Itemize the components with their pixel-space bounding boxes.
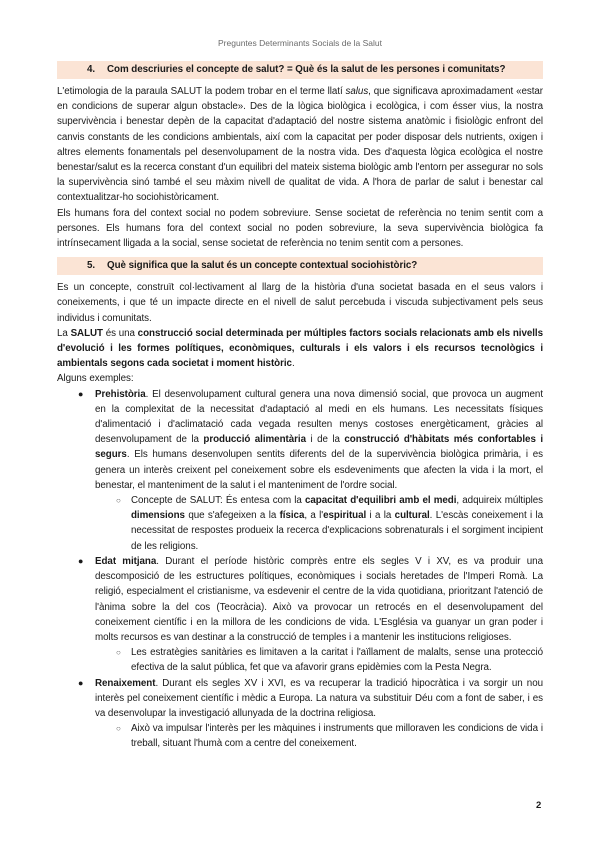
paragraph bbox=[57, 371, 543, 386]
bold-text: dimensions bbox=[131, 510, 185, 522]
bullet-item bbox=[57, 387, 543, 493]
circle-bullet-icon: ○ bbox=[116, 648, 121, 658]
bold-text: SALUT bbox=[70, 327, 103, 339]
text: . El desenvolupament cultural genera una nova dimensió social, que provoca un augment en la complexitat de la necessitat d'adaptació al medi en els humans. Les necessitats físiques d'alimentació i d'aclimatació cada vegada resulten menys costoses energèticament, gràcies al desenvolupament de la bbox=[95, 388, 543, 446]
sub-bullet-item bbox=[57, 645, 543, 675]
paragraph bbox=[57, 326, 543, 372]
bullet-icon: ● bbox=[78, 388, 84, 399]
text: Les estratègies sanitàries es limitaven a la caritat i l'aïllament de malalts, sense una protecció efectiva de la salut pública, fet que va afavorir grans epidèmies com la Pesta Negra. bbox=[131, 647, 543, 674]
text: . Durant els segles XV i XVI, es va recuperar la tradició hipocràtica i va sorgir un nou interès pel coneixement científic i mèdic a Europa. La natura va substituir Déu com a font de saber, i es va desenvolupar la investigació allunyada de la doctrina religiosa. bbox=[95, 677, 543, 719]
text: . bbox=[291, 358, 295, 370]
section-heading bbox=[57, 61, 543, 79]
bullet-icon: ● bbox=[78, 555, 84, 566]
bold-text: capacitat d'equilibri amb el medi bbox=[304, 495, 457, 507]
text: . Els humans desenvolupen sentits diferents del de la supervivència biològica primària, i es genera un interès creixent pel coneixement sobre els esdeveniments que afecten la vida i la mort, el benestar, el manteniment de la salut i el manteniment de l'ordre social. bbox=[95, 449, 543, 491]
section-title: Com descriuries el concepte de salut? = Què és la salut de les persones i comunitats? bbox=[107, 64, 506, 75]
text: . Durant el període històric comprès entre els segles V i XV, es va produir una descomposició de les estructures polítiques, econòmiques i socials heretades de l'Imperi Romà. La religió, especialment el cristianisme, va esdevenir el centre de la vida quotidiana, prioritzant l'atenció de l'ànima sobre la del cos (Teocràcia). Això va provocar un retrocés en el desenvolupament del coneixement científic i en la millora de les condicions de vida. L'Església va guanyar un gran poder i molts recursos es van destinar a la construcció de temples i a mantenir les institucions religioses. bbox=[95, 555, 543, 643]
text: és una bbox=[102, 327, 138, 339]
bold-text: construcció d'hàbitats més confortables i segurs bbox=[95, 434, 543, 461]
text: Alguns exemples: bbox=[57, 373, 134, 385]
text: i de la bbox=[305, 434, 345, 446]
text: que s'afegeixen a la bbox=[184, 510, 280, 522]
circle-bullet-icon: ○ bbox=[116, 496, 121, 506]
bold-text: cultural bbox=[394, 510, 430, 522]
text: i a la bbox=[366, 510, 395, 522]
italic-text: salus bbox=[345, 86, 369, 97]
bullet-item bbox=[57, 676, 543, 722]
section-5 bbox=[57, 257, 543, 751]
page-header: Preguntes Determinants Socials de la Salut bbox=[218, 38, 382, 48]
text: , que significava aproximadament «estar en condicions de superar algun obstacle». Des de la lògica biològica i ecològica, i com ésser vius, la nostra supervivència i benestar depèn de la capacitat d'adaptació del nostre sistema anatòmic i fisiològic enfront del canvis constants de les condicions ambientals, així com la capacitat per poder disposar dels nutrients, oxigen i altres elements fonamentals pel desenvolupament de la nostra vida. Des d'aquesta lògica ecològica el nostre benestar/salut es la recerca constant d'un equilibri del mateix sistema biològic amb l'entorn per assegurar no sols la supervivència sinó també el seu màxim nivell de qualitat de vida. A l'hora de parlar de salut i benestar cal contextualitzar-ho sociohistòricament. bbox=[57, 86, 544, 204]
bold-text: física bbox=[279, 510, 305, 522]
paragraph bbox=[57, 84, 543, 206]
text: Els humans fora del context social no podem sobreviure. Sense societat de referència no tenim sentit com a persones. Els humans fora del context social no poden sobreviure, la seva supervivència biològica fa intrínsecament lligada a la social, sense societat de referència no tenim sentit com a persones. bbox=[57, 207, 543, 250]
sub-bullet-item bbox=[57, 721, 543, 751]
text: Concepte de SALUT: És entesa com la bbox=[131, 495, 305, 507]
text: La bbox=[57, 327, 71, 339]
section-heading bbox=[57, 257, 543, 275]
circle-bullet-icon: ○ bbox=[116, 724, 121, 734]
section-title: Què significa que la salut és un concepte contextual sociohistòric? bbox=[107, 260, 418, 272]
bullet-icon: ● bbox=[78, 677, 84, 688]
text: Es un concepte, construït col·lectivament al llarg de la història d'una societat basada en el seus valors i coneixements, i que té un impacte directe en el nivell de salut percebuda i viscuda subjectivament pels seus individus i comunitats. bbox=[57, 282, 543, 324]
document-body bbox=[57, 61, 543, 758]
bold-text: Prehistòria bbox=[95, 388, 146, 400]
bold-text: espiritual bbox=[323, 510, 367, 522]
sub-bullet-item bbox=[57, 493, 543, 554]
text: . L'escàs coneixement i la necessitat de respostes produeix la recerca d'explicacions sobrenaturals i el sorgiment incipient de les religions. bbox=[131, 510, 543, 552]
section-number: 5. bbox=[87, 260, 96, 272]
text: , adquireix múltiples bbox=[456, 495, 543, 507]
text: , a l' bbox=[304, 510, 324, 522]
bullet-item bbox=[57, 554, 543, 645]
bold-text: Edat mitjana bbox=[95, 555, 157, 567]
section-4 bbox=[57, 61, 543, 251]
text: L'etimologia de la paraula SALUT la podem trobar en el terme llatí bbox=[57, 86, 346, 97]
page-number: 2 bbox=[536, 800, 542, 811]
text: Això va impulsar l'interès per les màquines i instruments que milloraven les condicions de vida i treball, situant l'humà com a centre del coneixement. bbox=[131, 723, 543, 750]
paragraph bbox=[57, 206, 543, 252]
bold-text: producció alimentària bbox=[203, 434, 306, 446]
bold-text: construcció social determinada per múltiples factors socials relacionats amb els nivells d'evolució i les formes polítiques, econòmiques, culturals i els valors i els recursos tecnològics i ambientals segons cada societat i moment històric bbox=[57, 327, 543, 370]
bold-text: Renaixement bbox=[95, 677, 156, 689]
paragraph bbox=[57, 280, 543, 326]
section-number: 4. bbox=[87, 64, 96, 75]
